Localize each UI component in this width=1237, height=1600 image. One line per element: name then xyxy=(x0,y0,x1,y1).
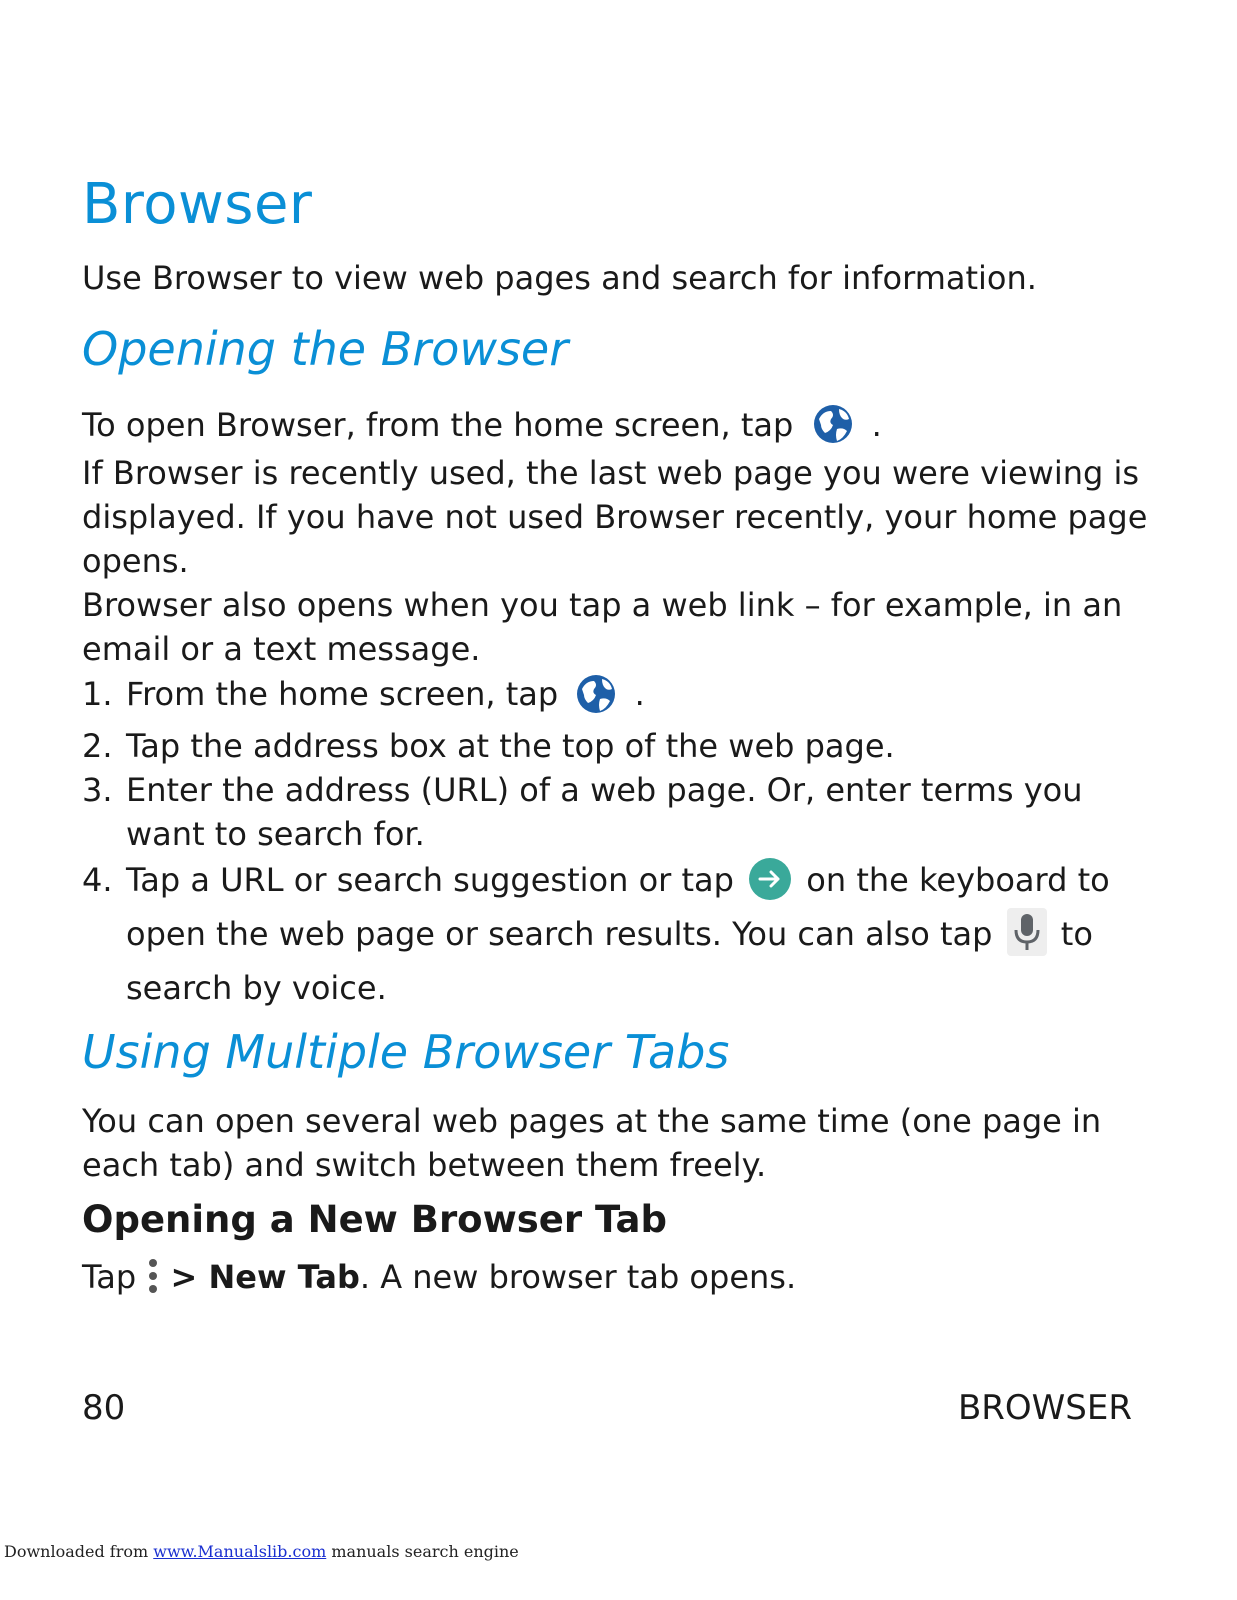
open-browser-instruction xyxy=(82,403,1162,451)
more-vertical-icon xyxy=(146,1256,160,1296)
step-text-d: to xyxy=(1060,915,1093,953)
step-text xyxy=(126,672,1166,720)
instruction-text: Tap xyxy=(82,1258,137,1296)
recent-use-paragraph: If Browser is recently used, the last web page you were viewing is displayed. If you have not used Browser recently, your home page opens. xyxy=(82,454,1148,580)
section-heading-opening-browser: Opening the Browser xyxy=(82,322,569,376)
microphone-icon xyxy=(1007,908,1047,956)
arrow-right-circle-icon xyxy=(748,857,792,901)
step-text-b: . xyxy=(634,675,645,713)
download-suffix: manuals search engine xyxy=(331,1542,519,1561)
new-tab-instruction xyxy=(82,1255,1162,1299)
step-number: 4. xyxy=(82,861,113,899)
instruction-text: To open Browser, from the home screen, tap xyxy=(82,406,794,444)
new-tab-menu-path: > New Tab xyxy=(170,1258,360,1296)
subheading-new-tab: Opening a New Browser Tab xyxy=(82,1198,667,1241)
step-text xyxy=(126,858,1166,1010)
step-text: Tap the address box at the top of the web page. xyxy=(126,727,895,765)
web-link-paragraph: Browser also opens when you tap a web link – for example, in an email or a text message. xyxy=(82,586,1123,668)
download-prefix: Downloaded from xyxy=(4,1542,149,1561)
step-text: Enter the address (URL) of a web page. Or, enter terms you want to search for. xyxy=(126,771,1083,853)
browser-globe-icon xyxy=(809,399,857,447)
section-label: BROWSER xyxy=(957,1388,1132,1428)
instruction-text-end: . A new browser tab opens. xyxy=(359,1258,797,1296)
step-text-c: open the web page or search results. You can also tap xyxy=(126,915,993,953)
step-number: 2. xyxy=(82,727,113,765)
page-title: Browser xyxy=(82,172,313,237)
step-text-b: on the keyboard to xyxy=(806,861,1110,899)
step-line xyxy=(126,858,1166,908)
step-line: search by voice. xyxy=(126,969,387,1007)
step-number: 1. xyxy=(82,675,113,713)
step-line xyxy=(126,912,1166,966)
step-text-a: From the home screen, tap xyxy=(126,675,559,713)
manualslib-link[interactable]: www.Manualslib.com xyxy=(153,1542,327,1561)
multiple-tabs-paragraph: You can open several web pages at the same time (one page in each tab) and switch between them freely. xyxy=(82,1102,1102,1184)
page-number: 80 xyxy=(82,1388,126,1428)
section-heading-multiple-tabs: Using Multiple Browser Tabs xyxy=(82,1025,730,1079)
download-note xyxy=(4,1542,519,1561)
step-number: 3. xyxy=(82,771,113,809)
intro-text: Use Browser to view web pages and search for information. xyxy=(82,259,1037,297)
browser-globe-icon xyxy=(572,669,620,717)
instruction-text-end: . xyxy=(871,406,882,444)
steps-list xyxy=(82,672,1162,1012)
step-text-a: Tap a URL or search suggestion or tap xyxy=(126,861,734,899)
